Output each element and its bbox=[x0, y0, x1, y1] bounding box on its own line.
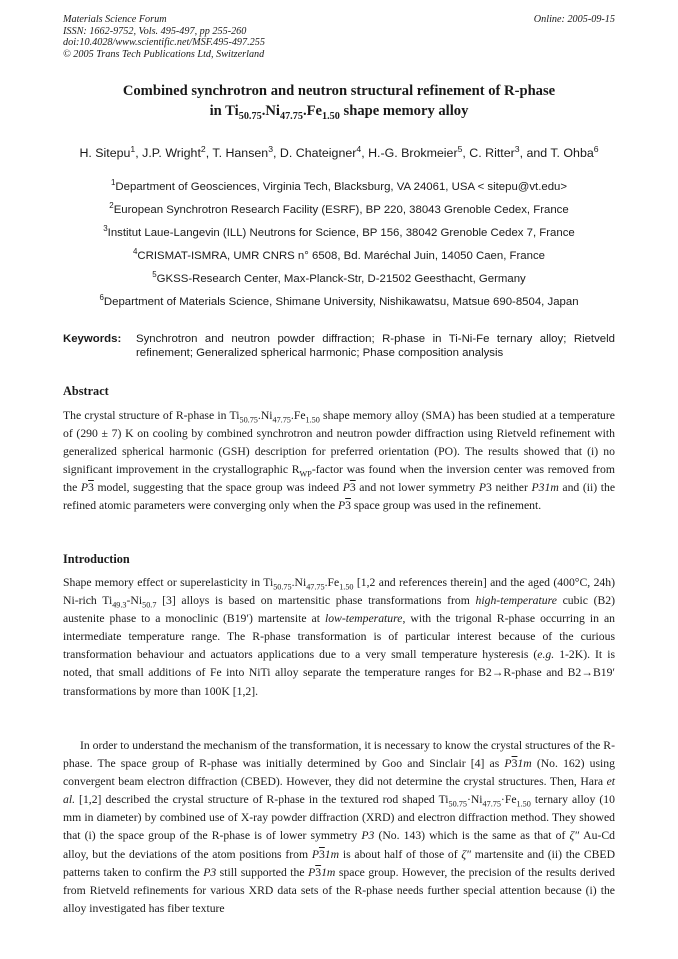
copyright-line: © 2005 Trans Tech Publications Ltd, Switzerland bbox=[63, 48, 265, 60]
affiliation: $^3$Institut Laue-Langevin (ILL) Neutrons for Science, BP 156, 38042 Grenoble Cedex 7, France bbox=[103, 224, 575, 239]
keywords-text: Synchrotron and neutron powder diffraction; R-phase in Ti-Ni-Fe ternary alloy; Rietveld refinement; Generalized spherical harmonic; Phase composition analysis bbox=[136, 333, 615, 359]
author: H. Sitepu$^1$, bbox=[79, 143, 143, 160]
issn-line: ISSN: 1662-9752, Vols. 495-497, pp 255-260 bbox=[63, 25, 247, 37]
affiliation: $^1$Department of Geosciences, Virginia Tech, Blacksburg, VA 24061, USA < sitepu@vt.edu> bbox=[110, 178, 568, 193]
author: C. Ritter$^3$, and bbox=[469, 143, 551, 160]
author-list bbox=[63, 145, 615, 161]
title-sub-fe: 1.50 bbox=[322, 110, 340, 122]
abstract-paragraph: The crystal structure of R-phase in $Ti_{50.75}.Ni_{47.75}.Fe_{1.50}$ shape memory alloy (SMA) has been studied at a temperature of (290 ± 7) K on cooling by combined synchrotron and neutron powder diffraction using Rietveld refinement with generalized spherical harmonic (GSH) description for preferred orientation (PO). The results showed that (i) no significant improvement in the crystallographic $R_{WP}$-factor was found when the inversion center was removed from the P3 model, suggesting that the space group was indeed P3 and not lower symmetry P3 neither P31m and (ii) the refined atomic parameters were converging only when the P3 space group was used in the refinement. bbox=[63, 409, 616, 513]
title-sub-ti: 50.75 bbox=[238, 110, 262, 122]
online-date: Online: 2005-09-15 bbox=[533, 14, 615, 25]
author: J.P. Wright$^2$, bbox=[142, 143, 213, 160]
paper-title bbox=[63, 81, 615, 121]
keywords-label: Keywords: bbox=[63, 333, 122, 345]
author: D. Chateigner$^4$, bbox=[279, 143, 369, 160]
introduction-heading: Introduction bbox=[63, 552, 130, 566]
title-line-1: Combined synchrotron and neutron structural refinement of R-phase bbox=[122, 83, 556, 99]
title-fe: .Fe bbox=[302, 103, 322, 119]
introduction-paragraph-1: Shape memory effect or superelasticity in $Ti_{50.75}.Ni_{47.75}.Fe_{1.50}$ [1,2 and references therein] and the aged (400°C, 24h) Ni-rich $Ti_{49.3}-Ni_{50.7}$ [3] alloys is based on martensitic phase transformations from high-temperature cubic (B2) austenite phase to a monoclinic (B19′) martensite at low-temperature, with the trigonal R-phase occurring in an intermediate temperature range. The R-phase transformation is of particular interest because of the curious transformation behaviour and actuators applications due to a very small temperature hysteresis (e.g. 1-2K). It is noted, that small additions of Fe into NiTi alloy separate the temperature ranges for B2→R-phase and B2→B19′ transformations by more than 100K [1,2]. bbox=[63, 576, 616, 698]
title-suffix: shape memory alloy bbox=[339, 103, 469, 119]
affiliation: $^6$Department of Materials Science, Shimane University, Nishikawatsu, Matsue 690-8504, Japan bbox=[99, 293, 579, 308]
title-ti: Ti bbox=[225, 103, 239, 119]
affiliation-list bbox=[63, 180, 615, 318]
affiliation: $^2$European Synchrotron Research Facility (ESRF), BP 220, 38043 Grenoble Cedex, France bbox=[109, 201, 569, 216]
page-header bbox=[63, 14, 615, 60]
author: H.-G. Brokmeier$^5$, bbox=[368, 143, 470, 160]
introduction-paragraph-2: In order to understand the mechanism of the transformation, it is necessary to know the crystal structures of the R-phase. The space group of R-phase was initially determined by Goo and Sinclair [4] as P31m (No. 162) using convergent beam electron diffraction (CBED). However, they did not determine the crystal structures. Then, Hara et al. [1,2] described the crystal structure of R-phase in the textured rod shaped $Ti_{50.75}\cdot Ni_{47.75}\cdot Fe_{1.50}$ ternary alloy (10 mm in diameter) by combined use of X-ray powder diffraction (XRD) and electron diffraction method. They showed that (i) the space group of the R-phase is of lower symmetry P3 (No. 143) which is the same as that of ζ″ Au-Cd alloy, but the deviations of the atom positions from P31m is about half of those of ζ″ martensite and (ii) the CBED patterns taken to confirm the P3 still supported the P31m space group. However, the precision of the results derived from Rietveld refinements for various XRD data sets of the R-phase needs further special attention because (i) the alloy investigated has fiber texture bbox=[63, 739, 616, 915]
affiliation: $^4$CRISMAT-ISMRA, UMR CNRS n° 6508, Bd. Maréchal Juin, 14050 Caen, France bbox=[132, 247, 546, 262]
affiliation: $^5$GKSS-Research Center, Max-Planck-Str, D-21502 Geesthacht, Germany bbox=[152, 270, 526, 285]
keywords bbox=[63, 332, 615, 360]
abstract-heading: Abstract bbox=[63, 384, 109, 398]
author: T. Ohba$^6$ bbox=[550, 143, 599, 160]
title-ni: .Ni bbox=[261, 103, 280, 119]
author: T. Hansen$^3$, bbox=[212, 143, 280, 160]
journal-info bbox=[63, 14, 615, 60]
journal-name: Materials Science Forum bbox=[63, 14, 167, 25]
title-sub-ni: 47.75 bbox=[279, 110, 303, 122]
doi-line: doi:10.4028/www.scientific.net/MSF.495-497.255 bbox=[63, 37, 265, 49]
title-prefix: in bbox=[209, 103, 226, 119]
title-line-2 bbox=[63, 101, 615, 121]
